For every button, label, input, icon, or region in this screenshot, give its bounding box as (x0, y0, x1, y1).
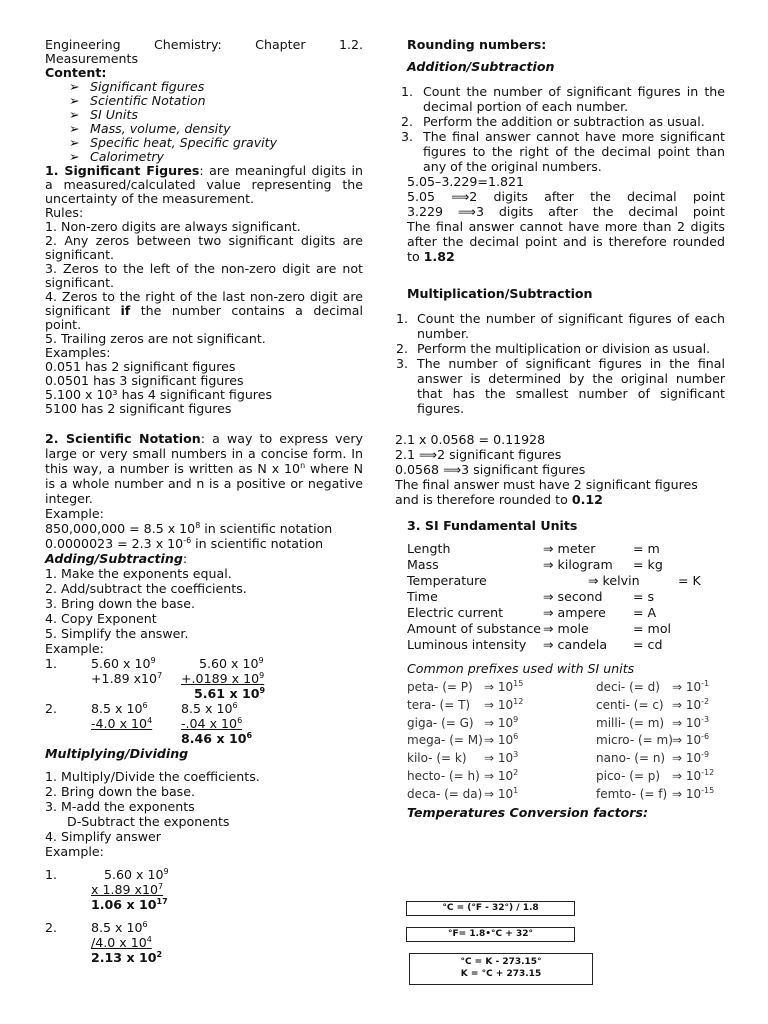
prefix-value (672, 787, 714, 801)
prefix-exponent: 9 (513, 714, 519, 724)
prefixes-heading: Common prefixes used with SI units (407, 661, 635, 676)
add-ex1-c-sup: 7 (157, 671, 163, 680)
si-quantity: Amount of substance (407, 621, 542, 636)
rounding-example-2: 5.05 ⟹2 digits after the decimal point (407, 189, 725, 204)
rounding-heading: Rounding numbers: (407, 37, 547, 52)
add-example-2-result (45, 731, 363, 746)
add-ex2-c-sup: 4 (147, 716, 153, 725)
add-ex2-b (181, 701, 238, 716)
prefix-name (407, 787, 482, 801)
mul-ex1-number: 1. (45, 867, 58, 882)
prefix-exponent: -9 (701, 750, 710, 760)
prefix-exponent: 15 (513, 679, 524, 688)
add-sub-colon: : (182, 551, 188, 566)
si-symbol: = A (633, 605, 657, 620)
list-item (395, 356, 725, 416)
prefix-value-text: ⇒ 10 (672, 786, 702, 801)
prefix-name-text: giga- (= G) (407, 715, 474, 730)
add-ex2-a-text: 8.5 x 10 (91, 701, 143, 716)
prefix-name (596, 680, 660, 694)
mult-final-text: The final answer must have 2 significant figures and is therefore rounded to (395, 477, 698, 507)
prefix-row (407, 733, 725, 751)
add-ex2-b-sup: 6 (232, 701, 238, 710)
prefix-value-text: ⇒ 10 (672, 680, 702, 694)
prefix-name-text: kilo- (= k) (407, 751, 467, 766)
list-item (395, 129, 725, 174)
prefix-value-text: ⇒ 10 (672, 768, 702, 783)
mul-example-2-row-1 (45, 920, 363, 935)
mul-step: 4. Simplify answer (45, 829, 161, 844)
mul-ex1-b (91, 882, 163, 897)
prefix-value-text: ⇒ 10 (672, 751, 702, 766)
sci-def-a: : a way to express very large or very small numbers in a concise form. In this way, a number is written as N x 10 (45, 431, 363, 476)
sci-ex2-sup: -6 (183, 536, 192, 545)
mul-step: 3. M-add the exponents (45, 799, 195, 814)
left-column (45, 38, 363, 965)
prefix-name (596, 787, 667, 801)
mult-example-1: 2.1 x 0.0568 = 0.11928 (395, 432, 546, 447)
prefix-name (596, 733, 673, 747)
list-item: ➢ Calorimetry (69, 150, 363, 164)
si-unit-row (407, 622, 725, 638)
si-quantity: Length (407, 541, 451, 556)
sci-example-2 (45, 536, 363, 551)
prefix-name-text: tera- (= T) (407, 697, 471, 712)
prefix-name-text: deci- (= d) (596, 680, 660, 694)
mul-example-1-row-1 (45, 867, 363, 882)
rounding-final (407, 219, 725, 264)
rule-4 (45, 290, 363, 332)
step-text: Perform the multiplication or division as usual. (417, 341, 711, 356)
mul-ex2-result-sup: 2 (156, 950, 163, 959)
prefix-exponent: -3 (701, 714, 710, 724)
prefix-row (407, 716, 725, 734)
add-ex1-result (194, 686, 265, 701)
step-text: Perform the addition or subtraction as usual. (423, 114, 705, 129)
list-item (395, 341, 725, 356)
prefix-name-text: femto- (= f) (596, 786, 668, 801)
si-unit-row (407, 574, 725, 590)
formula-box: °C = (°F - 32°) / 1.8 (406, 901, 575, 916)
si-symbol: = kg (633, 557, 663, 572)
step-number: 3. (396, 356, 409, 371)
example-3: 5.100 x 10³ has 4 significant figures (45, 387, 273, 402)
list-item: ➢ SI Units (69, 108, 363, 122)
step-number: 1. (396, 311, 409, 326)
add-ex2-d-text: -.04 x 10 (181, 716, 238, 731)
prefix-exponent: -12 (701, 767, 715, 777)
si-unit: ⇒ kilogram (543, 557, 613, 572)
multiplication-heading: Multiplication/Subtraction (407, 286, 593, 301)
add-ex1-d-sup: 9 (259, 671, 265, 680)
si-unit-row (407, 606, 725, 622)
step-text: Count the number of significant figures in the decimal portion of each number. (423, 84, 725, 114)
prefix-value-text: ⇒ 10 (484, 680, 514, 694)
list-item: ➢ Mass, volume, density (69, 122, 363, 136)
formula-line: °C = K - 273.15° (460, 957, 542, 967)
sci-ex2-a: 0.0000023 = 2.3 x 10 (45, 536, 184, 551)
prefix-name (596, 716, 664, 730)
si-unit: ⇒ mole (543, 621, 589, 636)
prefix-value (484, 787, 518, 801)
list-item: ➢ Significant figures (69, 80, 363, 94)
prefix-value (484, 716, 518, 730)
prefix-name (596, 698, 664, 712)
add-ex2-result-sup: 6 (246, 731, 253, 740)
examples-label: Examples: (45, 345, 111, 360)
prefix-exponent: 3 (513, 750, 519, 760)
rule-1: 1. Non-zero digits are always significant. (45, 219, 301, 234)
mul-ex1-b-sup: 7 (157, 882, 164, 891)
add-ex2-c-text: -4.0 x 10 (91, 716, 148, 731)
prefix-name-text: mega- (= M) (407, 733, 483, 748)
prefix-value-text: ⇒ 10 (484, 733, 514, 748)
mul-ex2-a (91, 920, 148, 935)
addition-subtraction-heading: Addition/Subtraction (407, 59, 555, 74)
si-quantity: Temperature (407, 573, 487, 588)
prefix-exponent: -2 (701, 696, 710, 706)
si-symbol: = mol (633, 621, 672, 636)
mul-ex1-a (104, 867, 169, 882)
content-label: Content: (45, 65, 107, 80)
mul-ex1-result-text: 1.06 x 10 (91, 897, 157, 912)
prefix-row (407, 751, 725, 769)
mult-final (395, 477, 725, 507)
list-item (395, 114, 725, 129)
prefix-value-text: ⇒ 10 (484, 786, 514, 801)
mul-ex1-a-sup: 9 (163, 867, 169, 876)
si-symbol: = K (678, 573, 701, 588)
example-4: 5100 has 2 significant figures (45, 401, 232, 416)
mul-example-1-result (45, 897, 363, 912)
mult-example-2: 2.1 ⟹2 significant figures (395, 447, 562, 462)
prefix-value (484, 769, 518, 783)
formula-box-kelvin (409, 953, 593, 985)
add-ex1-a (91, 656, 156, 671)
sig-figs-text: : are meaningful digits in a measured/calculated value representing the uncertainty of the measurement. (45, 163, 363, 206)
add-example-label: Example: (45, 641, 104, 656)
prefix-name-text: nano- (= n) (596, 751, 666, 766)
add-ex2-d (181, 716, 242, 731)
add-ex2-d-sup: 6 (237, 716, 243, 725)
prefix-exponent: 6 (513, 732, 519, 742)
prefix-name-text: hecto- (= h) (407, 768, 480, 783)
prefix-value (672, 733, 709, 747)
add-ex1-c-text: +1.89 x10 (91, 671, 158, 686)
prefix-name-text: centi- (= c) (596, 697, 664, 712)
doc-title: Engineering Chemistry: Chapter 1.2. (45, 37, 363, 52)
rounding-final-text: The final answer cannot have more than 2 digits after the decimal point and is therefore rounded to (407, 219, 725, 264)
mul-ex2-number: 2. (45, 920, 58, 935)
si-units-heading: 3. SI Fundamental Units (407, 518, 578, 533)
prefix-name-text: milli- (= m) (596, 715, 665, 730)
prefix-name (407, 751, 467, 765)
mult-steps (395, 311, 725, 416)
rule-4-text-a: 4. Zeros to the right of the last non-zero digit are significant (45, 289, 363, 318)
si-symbol: = cd (633, 637, 663, 652)
add-ex1-b (199, 656, 264, 671)
add-ex1-a-sup: 9 (150, 656, 156, 665)
mul-ex1-result-sup: 17 (156, 897, 168, 906)
add-ex2-result-text: 8.46 x 10 (181, 731, 247, 746)
si-unit-row (407, 638, 725, 654)
sig-figs-definition (45, 164, 363, 206)
mul-ex1-b-text: x 1.89 x10 (91, 882, 158, 897)
rules-label: Rules: (45, 205, 84, 220)
example-1: 0.051 has 2 significant figures (45, 359, 236, 374)
step-number: 2. (396, 341, 409, 356)
prefix-value-text: ⇒ 10 (672, 733, 702, 748)
prefix-value-text: ⇒ 10 (672, 697, 702, 712)
si-quantity: Electric current (407, 605, 504, 620)
si-quantity: Mass (407, 557, 439, 572)
prefix-value (484, 698, 523, 712)
mul-example-2-result (45, 950, 363, 965)
add-ex1-result-text: 5.61 x 10 (194, 686, 260, 701)
add-ex1-b-sup: 9 (258, 656, 264, 665)
sci-ex2-b: in scientific notation (191, 536, 324, 551)
mul-ex2-a-sup: 6 (142, 920, 148, 929)
mul-step: 2. Bring down the base. (45, 784, 195, 799)
si-units-table (395, 542, 725, 654)
si-unit-row (407, 558, 725, 574)
step-text: Count the number of significant figures of each number. (417, 311, 725, 341)
mul-example-2-row-2 (45, 935, 363, 950)
si-quantity: Time (407, 589, 438, 604)
mul-example-label: Example: (45, 844, 104, 859)
si-unit: ⇒ meter (543, 541, 596, 556)
si-unit-row (407, 542, 725, 558)
mul-ex2-b-text: /4.0 x 10 (91, 935, 147, 950)
step-number: 3. (401, 129, 414, 144)
sci-ex1-sup: 8 (195, 521, 201, 530)
rule-2: 2. Any zeros between two significant digits are significant. (45, 233, 363, 262)
add-example-1-result (45, 686, 363, 701)
add-ex1-number: 1. (45, 656, 58, 671)
mul-ex2-b-sup: 4 (146, 935, 152, 944)
prefix-exponent: -15 (701, 785, 715, 795)
add-ex2-a-sup: 6 (142, 701, 148, 710)
add-ex2-c (91, 716, 152, 731)
sig-figs-heading: 1. Significant Figures (45, 163, 200, 178)
prefix-value (484, 733, 518, 747)
right-column (395, 38, 725, 820)
add-ex1-d-text: +.0189 x 10 (181, 671, 260, 686)
prefix-exponent: 1 (513, 785, 519, 795)
sci-def-b: where N is a whole number and n is a positive or negative integer. (45, 461, 363, 506)
prefix-name (407, 769, 480, 783)
add-ex1-result-sup: 9 (259, 686, 266, 695)
add-ex1-b-text: 5.60 x 10 (199, 656, 259, 671)
step-text: The final answer cannot have more significant figures to the right of the decimal point than any of the original numbers. (423, 129, 725, 174)
sci-def-sup: n (300, 461, 306, 470)
add-step: 5. Simplify the answer. (45, 626, 189, 641)
doc-subtitle: Measurements (45, 51, 139, 66)
prefix-value (672, 698, 709, 712)
rounding-example-3: 3.229 ⟹3 digits after the decimal point (407, 204, 725, 219)
add-ex2-a (91, 701, 148, 716)
prefix-name (407, 680, 473, 694)
mul-ex2-b (91, 935, 152, 950)
add-example-2-row-2 (45, 716, 363, 731)
add-sub-title: Adding/Subtracting (45, 551, 183, 566)
add-example-1-row-1 (45, 656, 363, 671)
prefix-name-text: pico- (= p) (596, 768, 661, 783)
prefix-name-text: deca- (= da) (407, 786, 483, 801)
rounding-final-value: 1.82 (423, 249, 455, 264)
addsub-steps (395, 84, 725, 174)
add-step: 3. Bring down the base. (45, 596, 195, 611)
mul-ex2-result (91, 950, 162, 965)
add-step: 4. Copy Exponent (45, 611, 157, 626)
prefix-value-text: ⇒ 10 (484, 715, 514, 730)
list-item: ➢ Specific heat, Specific gravity (69, 136, 363, 150)
prefix-row (407, 769, 725, 787)
rule-4-text-b: the number contains a decimal point. (45, 303, 363, 332)
si-unit: ⇒ candela (543, 637, 608, 652)
list-item (395, 84, 725, 114)
rule-5: 5. Trailing zeros are not significant. (45, 331, 266, 346)
step-text: The number of significant figures in the final answer is determined by the original number that has the smallest number of significant figures. (417, 356, 725, 416)
example-2: 0.0501 has 3 significant figures (45, 373, 244, 388)
add-step: 1. Make the exponents equal. (45, 566, 232, 581)
mul-div-heading: Multiplying/Dividing (45, 746, 189, 761)
add-ex2-b-text: 8.5 x 10 (181, 701, 233, 716)
sci-ex1-b: in scientific notation (200, 521, 333, 536)
mul-ex2-result-text: 2.13 x 10 (91, 950, 157, 965)
mul-ex1-a-text: 5.60 x 10 (104, 867, 164, 882)
prefix-name (596, 769, 660, 783)
prefix-value (484, 680, 523, 694)
si-symbol: = m (633, 541, 660, 556)
step-number: 2. (401, 114, 414, 129)
add-ex1-c (91, 671, 162, 686)
step-number: 1. (401, 84, 414, 99)
add-ex1-a-text: 5.60 x 10 (91, 656, 151, 671)
sci-example-label: Example: (45, 506, 104, 521)
add-example-2-row-1 (45, 701, 363, 716)
prefix-exponent: -1 (701, 679, 710, 688)
list-item (395, 311, 725, 341)
add-step: 2. Add/subtract the coefficients. (45, 581, 247, 596)
prefix-value (672, 751, 709, 765)
mul-example-1-row-2 (45, 882, 363, 897)
add-sub-heading (45, 551, 363, 566)
si-unit: ⇒ second (543, 589, 603, 604)
formula-line: K = °C + 273.15 (460, 969, 542, 979)
sci-example-1 (45, 521, 363, 536)
rule-4-if: if (120, 303, 131, 318)
prefix-row (407, 698, 725, 716)
prefix-value-text: ⇒ 10 (484, 768, 514, 783)
prefix-row (407, 787, 725, 805)
rule-3: 3. Zeros to the left of the non-zero digit are not significant. (45, 261, 363, 290)
prefix-value (672, 716, 709, 730)
mul-ex1-result (91, 897, 168, 912)
add-ex2-result (181, 731, 252, 746)
prefix-exponent: 12 (513, 696, 524, 706)
prefix-value-text: ⇒ 10 (672, 715, 702, 730)
list-item: ➢ Scientific Notation (69, 94, 363, 108)
prefix-value-text: ⇒ 10 (484, 697, 514, 712)
prefix-exponent: 2 (513, 767, 519, 777)
content-list (45, 80, 363, 164)
mul-step: D-Subtract the exponents (67, 814, 230, 829)
mul-ex2-a-text: 8.5 x 10 (91, 920, 143, 935)
mult-final-value: 0.12 (571, 492, 603, 507)
prefix-value-text: ⇒ 10 (484, 751, 514, 766)
sci-ex1-a: 850,000,000 = 8.5 x 10 (45, 521, 196, 536)
prefix-name (596, 751, 665, 765)
si-symbol: = s (633, 589, 655, 604)
sci-notation-heading: 2. Scientific Notation (45, 431, 201, 446)
prefix-value (672, 769, 714, 783)
prefix-exponent: -6 (701, 732, 710, 742)
si-unit-row (407, 590, 725, 606)
formula-box: °F= 1.8•°C + 32° (406, 927, 575, 942)
prefix-name (407, 698, 470, 712)
prefixes-table (395, 680, 725, 805)
prefix-row (407, 680, 725, 698)
prefix-name-text: micro- (= m) (596, 733, 673, 748)
add-example-1-row-2 (45, 671, 363, 686)
prefix-name (407, 733, 483, 747)
add-ex1-d (181, 671, 264, 686)
si-unit: ⇒ ampere (543, 605, 606, 620)
sci-notation-definition (45, 431, 363, 506)
prefix-name (407, 716, 474, 730)
prefix-value (672, 680, 709, 694)
mul-step: 1. Multiply/Divide the coefficients. (45, 769, 260, 784)
prefix-value (484, 751, 518, 765)
rounding-example-1: 5.05–3.229=1.821 (407, 174, 524, 189)
si-quantity: Luminous intensity (407, 637, 527, 652)
temperature-heading: Temperatures Conversion factors: (407, 804, 649, 820)
si-unit: ⇒ kelvin (588, 573, 640, 588)
mult-example-3: 0.0568 ⟹3 significant figures (395, 462, 586, 477)
prefix-name-text: peta- (= P) (407, 680, 473, 694)
add-ex2-number: 2. (45, 701, 58, 716)
